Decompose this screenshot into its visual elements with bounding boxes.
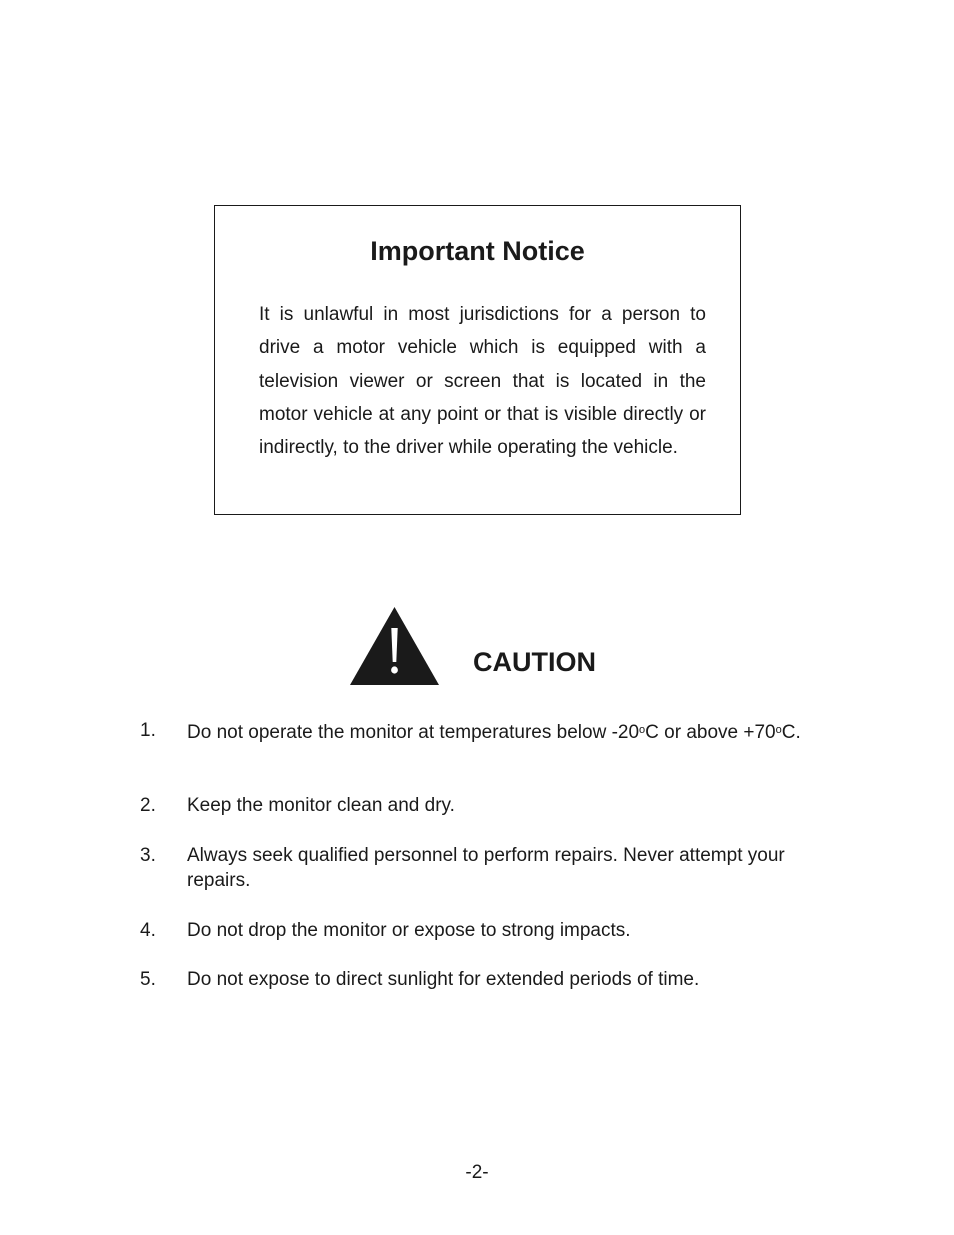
list-item-text: Always seek qualified personnel to perform repairs. Never attempt your repairs. bbox=[187, 845, 785, 891]
list-item-number: 4. bbox=[140, 920, 156, 941]
page-number: -2- bbox=[465, 1162, 489, 1183]
temperature-text-middle: C or above +70 bbox=[645, 722, 776, 743]
important-notice-box bbox=[214, 205, 741, 515]
degree-symbol: o bbox=[775, 724, 782, 736]
temperature-text-start: Do not operate the monitor at temperatures below -20 bbox=[187, 722, 640, 743]
list-item-text: Do not expose to direct sunlight for extended periods of time. bbox=[187, 969, 700, 990]
temperature-text-end: C. bbox=[781, 722, 801, 743]
list-item-number: 5. bbox=[140, 969, 156, 990]
list-item-number: 2. bbox=[140, 795, 156, 816]
list-item-number: 1. bbox=[140, 720, 156, 741]
warning-triangle-icon bbox=[349, 606, 440, 686]
list-item-text bbox=[187, 718, 807, 745]
caution-title: CAUTION bbox=[473, 647, 596, 677]
list-item-text: Do not drop the monitor or expose to strong impacts. bbox=[187, 920, 631, 941]
notice-title: Important Notice bbox=[370, 236, 585, 266]
list-item-number: 3. bbox=[140, 845, 156, 866]
degree-symbol: o bbox=[639, 724, 646, 736]
list-item-text: Keep the monitor clean and dry. bbox=[187, 795, 455, 816]
notice-body: It is unlawful in most jurisdictions for a person to drive a motor vehicle which is equipped with a television viewer or screen that is located in the motor vehicle at any point or that is visible directly or indirectly, to the driver while operating the vehicle. bbox=[259, 304, 706, 459]
